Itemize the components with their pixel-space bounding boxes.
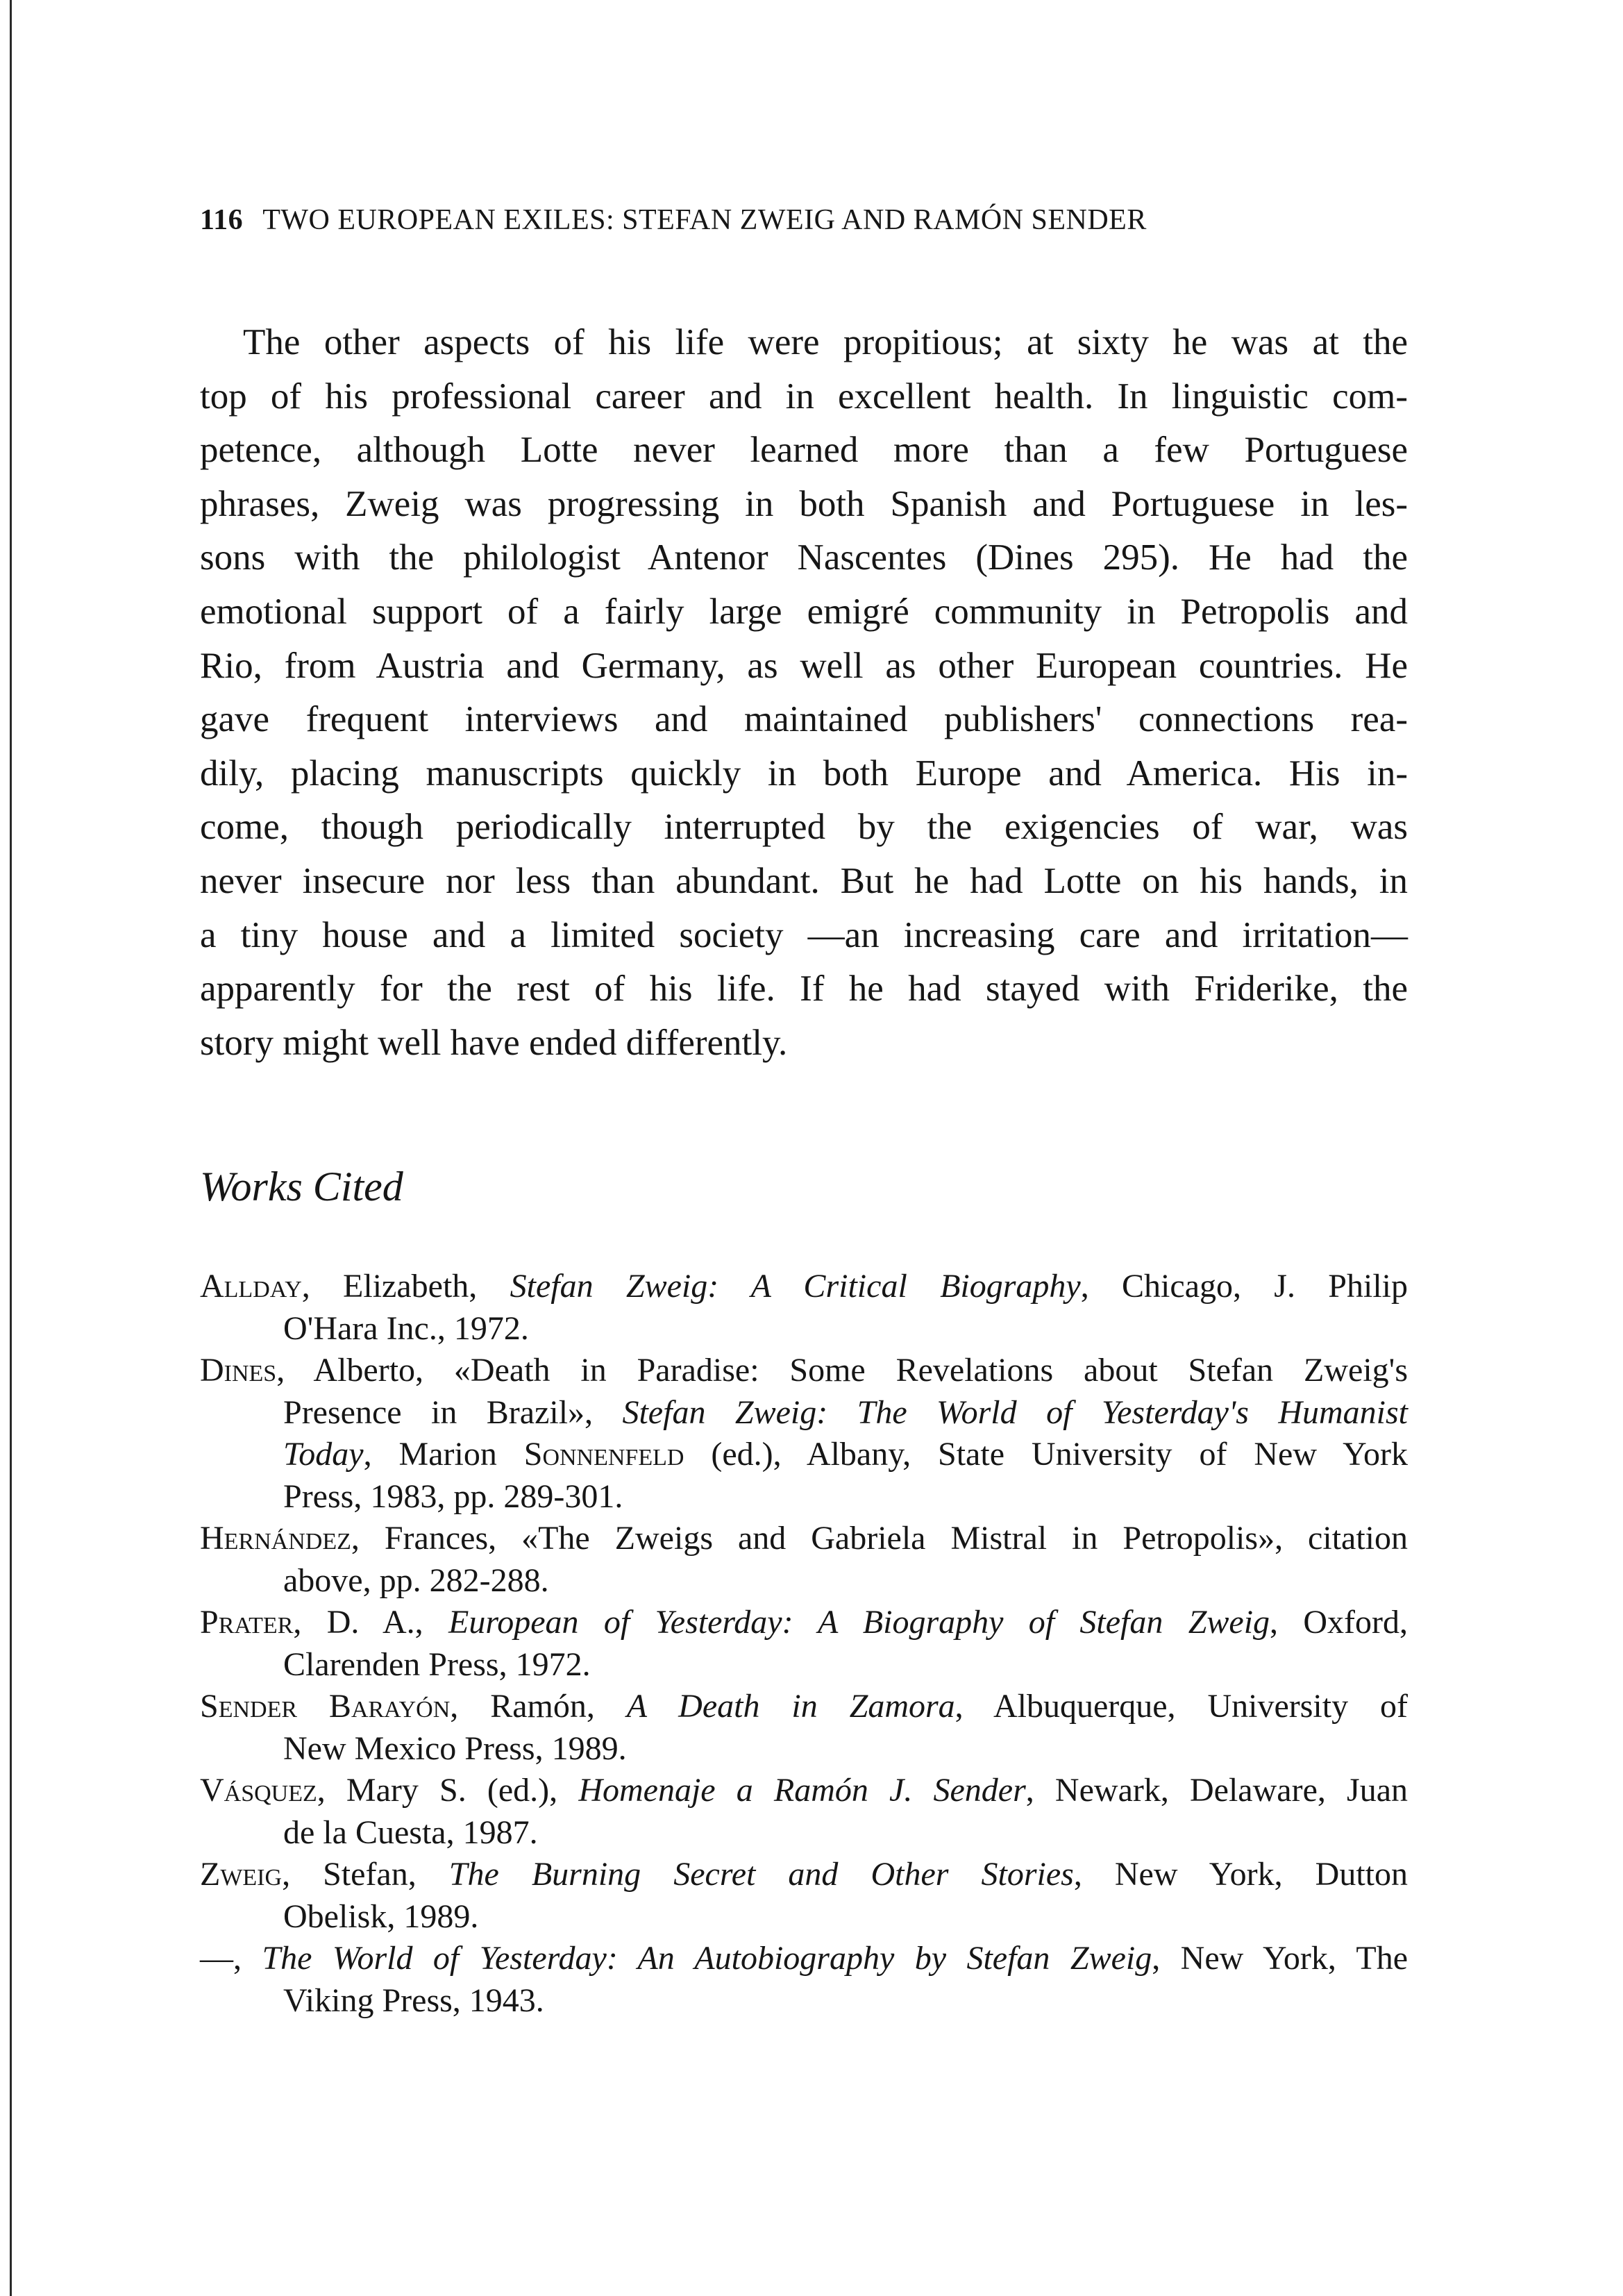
citation-entry: —, The World of Yesterday: An Autobiography by Stefan Zweig, New York, The Viking Press, 1943.	[200, 1940, 1408, 2019]
citation-title: European of Yesterday: A Biography of Stefan Zweig	[448, 1604, 1270, 1641]
body-line: apparently for the rest of his life. If he had stayed with Friderike, the	[200, 969, 1408, 1009]
citation-entry: Zweig, Stefan, The Burning Secret and Other Stories, New York, Dutton Obelisk, 1989.	[200, 1856, 1408, 1935]
body-line: top of his professional career and in excellent health. In linguistic com-	[200, 376, 1408, 417]
body-line: emotional support of a fairly large emigré community in Petropolis and	[200, 591, 1408, 632]
citation-entry: Sender Barayón, Ramón, A Death in Zamora, Albuquerque, University of New Mexico Press, 1989.	[200, 1688, 1408, 1767]
citation-entry: Dines, Alberto, «Death in Paradise: Some Revelations about Stefan Zweig's Presence in Brazil», Stefan Zweig: The World of Yesterday's Humanist Today, Marion Sonnenfeld (ed.), Albany, State University of New York Press, 1983, pp. 289-301.	[200, 1352, 1408, 1515]
citation-title: A Death in Zamora	[626, 1688, 955, 1725]
citation-entry: Hernández, Frances, «The Zweigs and Gabriela Mistral in Petropolis», citation above, pp. 282-288.	[200, 1520, 1408, 1599]
body-line: sons with the philologist Antenor Nascentes (Dines 295). He had the	[200, 537, 1408, 578]
citation-title: The World of Yesterday: An Autobiography by Stefan Zweig	[262, 1940, 1152, 1977]
body-line: never insecure nor less than abundant. But he had Lotte on his hands, in	[200, 860, 1408, 901]
citation-entry: Allday, Elizabeth, Stefan Zweig: A Critical Biography, Chicago, J. Philip O'Hara Inc., 1972.	[200, 1268, 1408, 1347]
citation-title: Stefan Zweig: A Critical Biography	[510, 1268, 1081, 1305]
citation-author: —	[200, 1940, 233, 1977]
body-line: dily, placing manuscripts quickly in both Europe and America. His in-	[200, 753, 1408, 794]
body-paragraph	[200, 316, 1408, 1070]
citation-author: Dines	[200, 1352, 277, 1389]
body-line: Rio, from Austria and Germany, as well as other European countries. He	[200, 645, 1408, 686]
body-line: a tiny house and a limited society —an increasing care and irritation—	[200, 914, 1408, 955]
citation-title: The Burning Secret and Other Stories	[448, 1856, 1074, 1893]
citation-author: Prater	[200, 1604, 294, 1641]
citation-entry: Prater, D. A., European of Yesterday: A Biography of Stefan Zweig, Oxford, Clarenden Press, 1972.	[200, 1604, 1408, 1683]
citation-author: Vásquez	[200, 1772, 317, 1809]
citation-title: Homenaje a Ramón J. Sender	[578, 1772, 1026, 1809]
citation-title: Stefan Zweig: The World of Yesterday's Humanist	[622, 1393, 1408, 1431]
body-line: The other aspects of his life were propitious; at sixty he was at the	[243, 322, 1408, 362]
running-header	[200, 203, 1147, 237]
citation-author: Sender Barayón	[200, 1688, 451, 1725]
citation-author: Zweig	[200, 1856, 283, 1893]
works-cited-heading: Works Cited	[200, 1164, 403, 1209]
body-line: story might well have ended differently.	[200, 1022, 788, 1063]
works-cited-list	[200, 1266, 1408, 2022]
citation-entry: Vásquez, Mary S. (ed.), Homenaje a Ramón J. Sender, Newark, Delaware, Juan de la Cuesta, 1987.	[200, 1772, 1408, 1851]
page-number: 116	[200, 204, 244, 236]
citation-author: Allday	[200, 1268, 302, 1305]
body-line: gave frequent interviews and maintained publishers' connections rea-	[200, 699, 1408, 740]
running-title: TWO EUROPEAN EXILES: STEFAN ZWEIG AND RAMÓN SENDER	[262, 204, 1147, 236]
body-line: petence, although Lotte never learned more than a few Portuguese	[200, 430, 1408, 471]
citation-author: Hernández	[200, 1520, 351, 1557]
body-line: phrases, Zweig was progressing in both Spanish and Portuguese in les-	[200, 483, 1408, 524]
page-edge-line	[10, 0, 12, 2296]
body-line: come, though periodically interrupted by the exigencies of war, was	[200, 807, 1408, 848]
